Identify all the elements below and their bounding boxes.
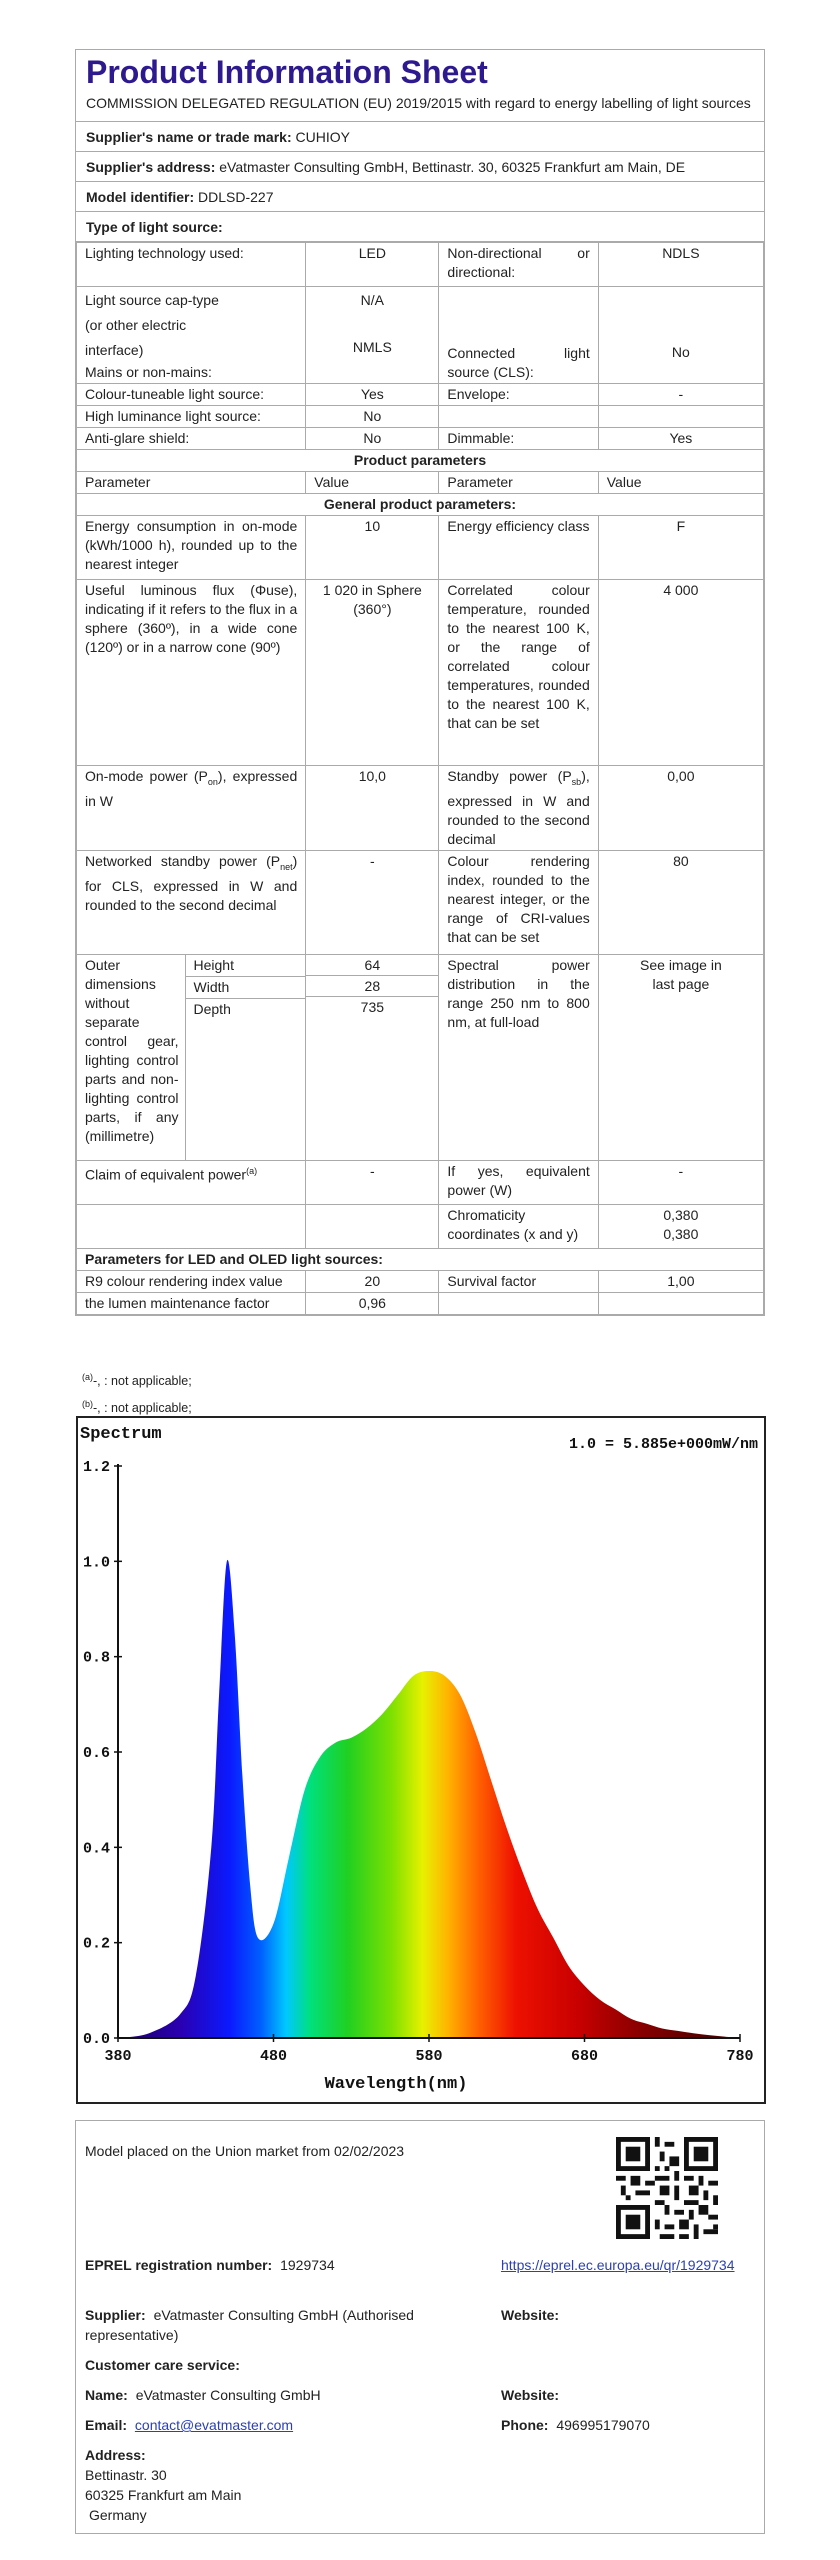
envelope-value: - xyxy=(598,384,763,406)
model-value: DDLSD-227 xyxy=(198,189,274,205)
dimmable-label: Dimmable: xyxy=(439,428,598,450)
care-phone-value: 496995179070 xyxy=(556,2417,650,2433)
care-address-label: Address: xyxy=(85,2447,146,2463)
y-tick-label: 0.2 xyxy=(82,1935,110,1953)
outer-dimensions-subtable xyxy=(77,955,305,1161)
x-axis-label: Wavelength(nm) xyxy=(324,2075,468,2094)
table-row xyxy=(77,954,764,1161)
footnote-b: $^{(b)}$-, : not applicable; xyxy=(82,1399,192,1416)
mains-label: Mains or non-mains: xyxy=(85,364,212,380)
equiv-yes-value: - xyxy=(598,1161,763,1205)
tech-value: LED xyxy=(306,243,439,287)
equiv-label: Claim of equivalent power$^{(a)}$ xyxy=(77,1161,306,1205)
directional-value: NDLS xyxy=(598,243,763,287)
footnote-a: $^{(a)}$-, : not applicable; xyxy=(82,1372,192,1389)
care-website-label: Website: xyxy=(501,2387,560,2403)
type-label: Type of light source: xyxy=(86,219,223,235)
supplier-label: Supplier's name or trade mark: xyxy=(86,129,292,145)
spectrum-plot xyxy=(83,1459,754,2065)
supplier-value: CUHIOY xyxy=(295,129,350,145)
cct-value: 4 000 xyxy=(598,580,763,766)
table-row xyxy=(77,516,764,580)
eprel-value: 1929734 xyxy=(280,2257,335,2273)
card-supplier-value: eVatmaster Consulting GmbH (Authorised representative) xyxy=(85,2307,414,2343)
tuneable-value: Yes xyxy=(306,384,439,406)
depth-value: 735 xyxy=(360,998,385,1015)
lumen-value: 0,96 xyxy=(306,1293,439,1315)
width-label: Width xyxy=(185,976,305,998)
mains-value: NMLS xyxy=(352,339,392,355)
onmode-value: 10,0 xyxy=(306,766,439,851)
x-tick-label: 680 xyxy=(570,2048,599,2065)
spd-value: See image in last page xyxy=(598,954,763,1161)
col-value-1: Value xyxy=(306,472,439,494)
chart-title: Spectrum xyxy=(80,1425,162,1444)
height-label: Height xyxy=(185,955,305,977)
supplier-line xyxy=(85,2305,495,2345)
table-row xyxy=(77,1161,764,1205)
table-row xyxy=(77,1271,764,1293)
table-row xyxy=(77,406,764,428)
highlum-label: High luminance light source: xyxy=(77,406,306,428)
y-tick-label: 1.0 xyxy=(82,1554,110,1572)
chroma-label: Chromaticity coordinates (x and y) xyxy=(439,1205,598,1249)
tuneable-label: Colour-tuneable light source: xyxy=(77,384,306,406)
equiv-value: - xyxy=(306,1161,439,1205)
chart-annotation: 1.0 = 5.885e+000mW/nm xyxy=(568,1436,758,1453)
care-email-line xyxy=(85,2415,293,2435)
x-tick-label: 480 xyxy=(259,2048,288,2065)
chroma-y: 0,380 xyxy=(663,1226,699,1243)
care-name-line xyxy=(85,2385,321,2405)
table-row xyxy=(77,384,764,406)
model-label: Model identifier: xyxy=(86,189,195,205)
general-parameters-heading: General product parameters: xyxy=(77,494,764,516)
y-tick-label: 0.0 xyxy=(82,2031,110,2048)
cct-label: Correlated colour temperature, rounded to the nearest 100 K, or the range of correlated colour temperatures, rounded to the nearest 100 K, that can be set xyxy=(439,580,598,766)
y-tick-label: 0.4 xyxy=(82,1840,110,1858)
chroma-values xyxy=(598,1205,763,1249)
website-label: Website: xyxy=(501,2307,560,2323)
outer-dimensions-cell xyxy=(77,954,306,1161)
placed-on-market: Model placed on the Union market from 02/02/2023 xyxy=(85,2143,405,2159)
eprel-line xyxy=(85,2255,335,2275)
cls-label: Connected light source (CLS): xyxy=(447,345,590,380)
onmode-label: On-mode power $(P_{on})$, expressed in W xyxy=(77,766,306,851)
eprel-label: EPREL registration number: xyxy=(85,2257,273,2273)
eprel-link[interactable]: https://eprel.ec.europa.eu/qr/1929734 xyxy=(501,2257,735,2273)
table-row xyxy=(77,428,764,450)
r9-label: R9 colour rendering index value xyxy=(77,1271,306,1293)
y-tick-label: 0.6 xyxy=(82,1745,110,1762)
care-address-line2: 60325 Frankfurt am Main xyxy=(85,2487,242,2503)
customer-care-label: Customer care service: xyxy=(85,2357,240,2373)
outer-dimensions-values xyxy=(306,954,439,1161)
cls-cell xyxy=(439,287,598,384)
care-name-label: Name: xyxy=(85,2387,128,2403)
col-value-2: Value xyxy=(598,472,763,494)
tech-label: Lighting technology used: xyxy=(77,243,306,287)
height-value: 64 xyxy=(306,955,438,976)
netstandby-label: Networked standby power $(P_{net})$ for CLS, expressed in W and rounded to the second decimal xyxy=(77,850,306,954)
chroma-x: 0,380 xyxy=(663,1207,699,1224)
cap-mains-cell xyxy=(77,287,306,384)
table-row xyxy=(77,1249,764,1271)
envelope-label: Envelope: xyxy=(439,384,598,406)
eff-value: F xyxy=(598,516,763,580)
netstandby-value: - xyxy=(306,850,439,954)
x-tick-label: 380 xyxy=(104,2048,132,2065)
cap-value: N/A xyxy=(360,292,385,308)
standby-value: 0,00 xyxy=(598,766,763,851)
cls-value: No xyxy=(671,344,690,360)
survival-label: Survival factor xyxy=(439,1271,598,1293)
energy-value: 10 xyxy=(306,516,439,580)
y-tick-label: 1.2 xyxy=(82,1459,110,1476)
type-line xyxy=(76,212,764,242)
x-tick-label: 580 xyxy=(415,2048,443,2065)
care-address-line3: Germany xyxy=(89,2507,147,2523)
spectrum-svg xyxy=(78,1418,764,2102)
r9-value: 20 xyxy=(306,1271,439,1293)
lumen-label: the lumen maintenance factor xyxy=(77,1293,306,1315)
standby-label: Standby power $(P_{sb})$, expressed in W and rounded to the second decimal xyxy=(439,766,598,851)
spd-label: Spectral power distribution in the range 250 nm to 800 nm, at full-load xyxy=(439,954,598,1161)
sheet-title: Product Information Sheet xyxy=(86,54,488,90)
care-phone-line xyxy=(501,2415,650,2435)
highlum-value: No xyxy=(306,406,439,428)
antiglare-value: No xyxy=(306,428,439,450)
flux-value: 1 020 in Sphere (360°) xyxy=(306,580,439,766)
table-row xyxy=(77,472,764,494)
spectrum-chart xyxy=(76,1416,766,2104)
col-parameter-1: Parameter xyxy=(77,472,306,494)
care-name-value: eVatmaster Consulting GmbH xyxy=(135,2387,321,2403)
eprel-info-card xyxy=(75,2120,765,2534)
sheet-subtitle: COMMISSION DELEGATED REGULATION (EU) 2019/2015 with regard to energy labelling of light sources xyxy=(76,94,764,122)
flux-label: Useful luminous flux (Φuse), indicating if it refers to the flux in a sphere (360º), in a wide cone (120º) or in a narrow cone (90º) xyxy=(77,580,306,766)
care-phone-label: Phone: xyxy=(501,2417,549,2433)
table-row xyxy=(77,450,764,472)
depth-label: Depth xyxy=(193,1000,231,1017)
cri-label: Colour rendering index, rounded to the nearest integer, or the range of CRI-values that can be set xyxy=(439,850,598,954)
led-parameters-heading: Parameters for LED and OLED light sources: xyxy=(77,1249,764,1271)
cri-value: 80 xyxy=(598,850,763,954)
care-email-link[interactable]: contact@evatmaster.com xyxy=(134,2417,294,2433)
table-row xyxy=(77,850,764,954)
product-parameters-heading: Product parameters xyxy=(77,450,764,472)
model-line xyxy=(76,182,764,212)
table-row xyxy=(77,766,764,851)
table-row xyxy=(77,1205,764,1249)
address-line xyxy=(76,152,764,182)
care-address-line1: Bettinastr. 30 xyxy=(85,2467,167,2483)
equiv-yes-label: If yes, equivalent power (W) xyxy=(439,1161,598,1205)
x-tick-label: 780 xyxy=(726,2048,754,2065)
cls-value-cell xyxy=(598,287,763,384)
dimmable-value: Yes xyxy=(598,428,763,450)
spectrum-series-area xyxy=(118,1560,740,2038)
y-tick-label: 0.8 xyxy=(82,1649,110,1667)
address-value: eVatmaster Consulting GmbH, Bettinastr. 30, 60325 Frankfurt am Main, DE xyxy=(219,159,686,175)
antiglare-label: Anti-glare shield: xyxy=(77,428,306,450)
directional-label: Non-directional or directional: xyxy=(439,243,598,287)
table-row xyxy=(77,287,764,384)
card-supplier-label: Supplier: xyxy=(85,2307,146,2323)
light-source-table xyxy=(76,242,764,1315)
survival-value: 1,00 xyxy=(598,1271,763,1293)
product-information-sheet xyxy=(75,49,765,1316)
cap-mains-values xyxy=(306,287,439,384)
table-row xyxy=(77,1293,764,1315)
care-email-label: Email: xyxy=(85,2417,128,2433)
address-label: Supplier's address: xyxy=(86,159,216,175)
col-parameter-2: Parameter xyxy=(439,472,598,494)
table-row xyxy=(77,494,764,516)
width-value: 28 xyxy=(306,976,438,997)
outer-label: Outer dimensions without separate control gear, lighting control parts and non-lighting control parts, if any (millimetre) xyxy=(77,955,185,1161)
cap-label: Light source cap-type (or other electric interface) xyxy=(85,292,219,358)
table-row xyxy=(77,580,764,766)
footnotes xyxy=(82,1366,192,1420)
energy-label: Energy consumption in on-mode (kWh/1000 h), rounded up to the nearest integer xyxy=(77,516,306,580)
supplier-line xyxy=(76,122,764,152)
qr-code-icon[interactable] xyxy=(616,2137,718,2239)
table-row xyxy=(77,243,764,287)
eff-label: Energy efficiency class xyxy=(439,516,598,580)
